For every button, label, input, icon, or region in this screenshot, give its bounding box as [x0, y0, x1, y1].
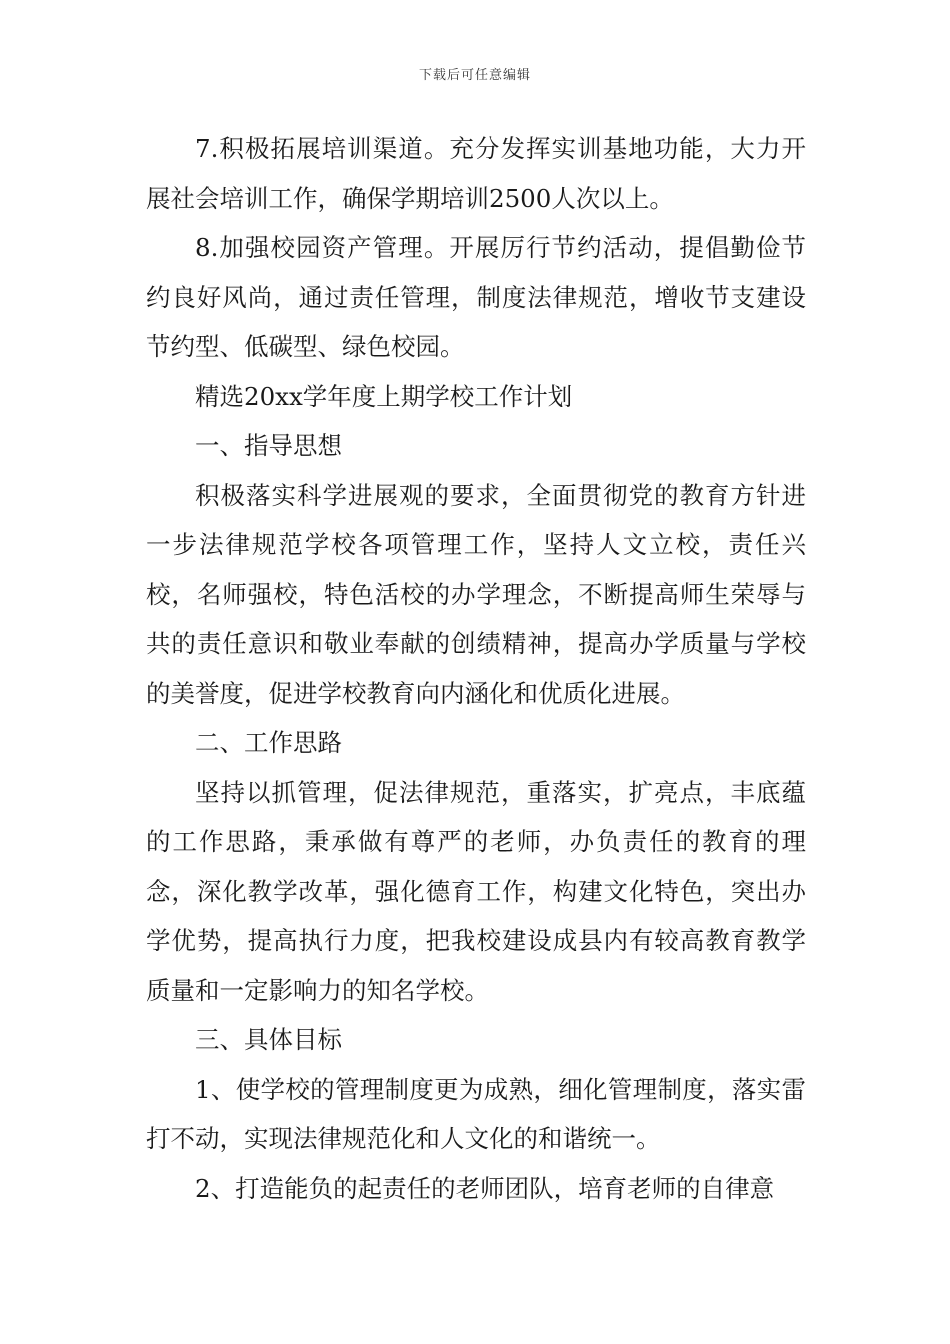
document-body — [146, 124, 806, 1213]
heading-guiding-ideology: 一、指导思想 — [195, 431, 342, 460]
paragraph-item-7: 7.积极拓展培训渠道。充分发挥实训基地功能，大力开展社会培训工作，确保学期培训2500人次以上。 — [146, 134, 806, 213]
heading-specific-goals: 三、具体目标 — [195, 1025, 342, 1054]
section-title: 精选20xx学年度上期学校工作计划 — [195, 381, 573, 411]
paragraph-work-approach: 坚持以抓管理，促法律规范，重落实，扩亮点，丰底蕴的工作思路，秉承做有尊严的老师，办负责任的教育的理念，深化教学改革，强化德育工作，构建文化特色，突出办学优势，提高执行力度，把我校建设成县内有较高教育教学质量和一定影响力的知名学校。 — [146, 777, 806, 1005]
header-note: 下载后可任意编辑 — [418, 68, 531, 83]
heading-work-approach: 二、工作思路 — [195, 728, 342, 757]
paragraph-goal-2: 2、打造能负的起责任的老师团队，培育老师的自律意 — [195, 1173, 775, 1203]
paragraph-goal-1: 1、使学校的管理制度更为成熟，细化管理制度，落实雷打不动，实现法律规范化和人文化的和谐统一。 — [146, 1074, 806, 1153]
paragraph-guiding-ideology: 积极落实科学进展观的要求，全面贯彻党的教育方针进一步法律规范学校各项管理工作，坚持人文立校，责任兴校，名师强校，特色活校的办学理念，不断提高师生荣辱与共的责任意识和敬业奉献的创绩精神，提高办学质量与学校的美誉度，促进学校教育向内涵化和优质化进展。 — [146, 480, 806, 708]
paragraph-item-8: 8.加强校园资产管理。开展厉行节约活动，提倡勤俭节约良好风尚，通过责任管理，制度法律规范，增收节支建设节约型、低碳型、绿色校园。 — [146, 233, 806, 361]
